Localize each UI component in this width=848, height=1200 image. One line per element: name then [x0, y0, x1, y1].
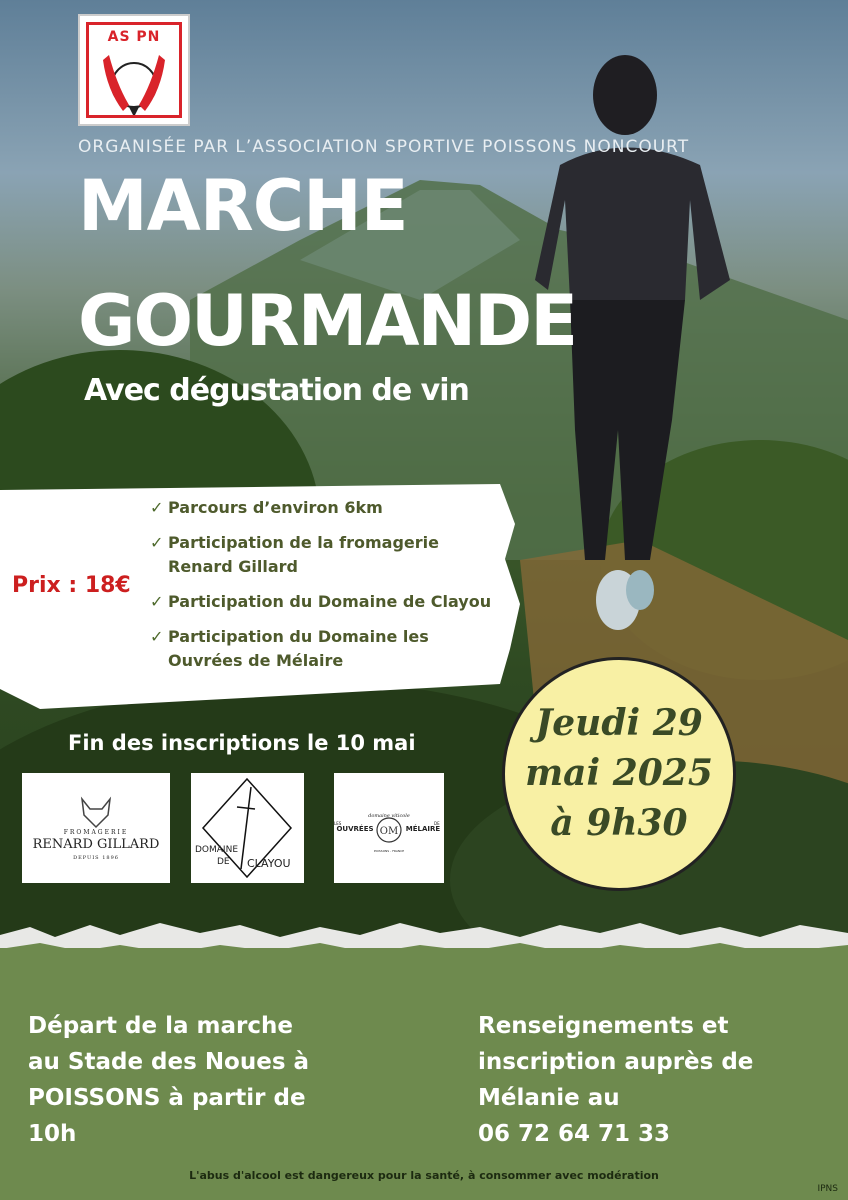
- feature-text: Participation du Domaine de Clayou: [168, 592, 492, 611]
- sponsor-renard-gillard: [22, 773, 170, 883]
- feature-text: Participation de la fromagerie: [168, 533, 439, 552]
- sponsor-clayou-line3: CLAYOU: [247, 857, 291, 870]
- sponsor-ouvrees-melaire: [334, 773, 444, 883]
- sponsor-clayou-line1: DOMAINE: [195, 845, 239, 855]
- contact-line: Mélanie au: [478, 1085, 620, 1111]
- svg-text:OM: OM: [379, 826, 399, 837]
- departure-line: 10h: [28, 1121, 77, 1147]
- feature-text-cont: Renard Gillard: [168, 557, 298, 576]
- logo-text: AS PN: [107, 29, 161, 45]
- feature-text-cont: Ouvrées de Mélaire: [168, 651, 344, 670]
- check-icon: ✓: [150, 627, 164, 646]
- sponsor-clayou-line2: DE: [217, 857, 230, 867]
- departure-line: Départ de la marche: [28, 1013, 293, 1039]
- date-text: [505, 698, 733, 848]
- subtitle: Avec dégustation de vin: [84, 373, 469, 408]
- sponsor-ouvrees-right: MÉLAIRE: [405, 825, 441, 833]
- feature-item: [150, 531, 510, 579]
- date-month-year: mai 2025: [525, 752, 713, 794]
- title-line-2: GOURMANDE: [78, 280, 577, 362]
- price-label: Prix : 18€: [12, 573, 131, 598]
- check-icon: ✓: [150, 498, 164, 517]
- sponsor-renard-top: FROMAGERIE: [63, 829, 129, 836]
- departure-line: au Stade des Noues à: [28, 1049, 310, 1075]
- contact-line: Renseignements et: [478, 1013, 729, 1039]
- feature-item: [150, 590, 510, 614]
- date-day: Jeudi 29: [535, 702, 703, 744]
- feature-item: [150, 625, 510, 673]
- sponsor-domaine-clayou: [191, 773, 304, 883]
- sponsor-ouvrees-top: domaine viticole: [368, 813, 410, 819]
- contact-phone: 06 72 64 71 33: [478, 1121, 671, 1147]
- sponsor-renard-name: RENARD GILLARD: [32, 837, 160, 852]
- title-line-1: MARCHE: [78, 165, 408, 247]
- alcohol-disclaimer: L'abus d'alcool est dangereux pour la santé, à consommer avec modération: [189, 1169, 659, 1182]
- departure-line: POISSONS à partir de: [28, 1085, 306, 1111]
- organizer-text: ORGANISÉE PAR L’ASSOCIATION SPORTIVE POISSONS NONCOURT: [78, 137, 690, 157]
- sponsor-ouvrees-prefix: LES: [334, 821, 342, 826]
- monogram-icon: [374, 815, 404, 845]
- feature-text: Participation du Domaine les: [168, 627, 429, 646]
- ipns-credit: IPNS: [817, 1184, 838, 1194]
- feature-list: [150, 496, 510, 684]
- contact-line: inscription auprès de: [478, 1049, 754, 1075]
- check-icon: ✓: [150, 533, 164, 552]
- lobster-emblem-icon: [89, 45, 179, 115]
- departure-info: [28, 1008, 348, 1152]
- feature-text: Parcours d’environ 6km: [168, 498, 383, 517]
- fox-icon: [76, 795, 116, 829]
- registration-deadline: Fin des inscriptions le 10 mai: [68, 731, 416, 755]
- club-logo: [78, 14, 190, 126]
- sponsor-ouvrees-left: OUVRÉES: [336, 825, 374, 833]
- check-icon: ✓: [150, 592, 164, 611]
- feature-item: [150, 496, 510, 520]
- sponsor-renard-sub: DEPUIS 1896: [73, 855, 119, 861]
- date-badge: [505, 660, 733, 888]
- date-time: à 9h30: [550, 802, 688, 844]
- sponsor-ouvrees-bottom: POISSONS - FRANCE: [373, 849, 405, 853]
- contact-info: [478, 1008, 818, 1152]
- sponsor-ouvrees-suffix: DE: [434, 821, 440, 826]
